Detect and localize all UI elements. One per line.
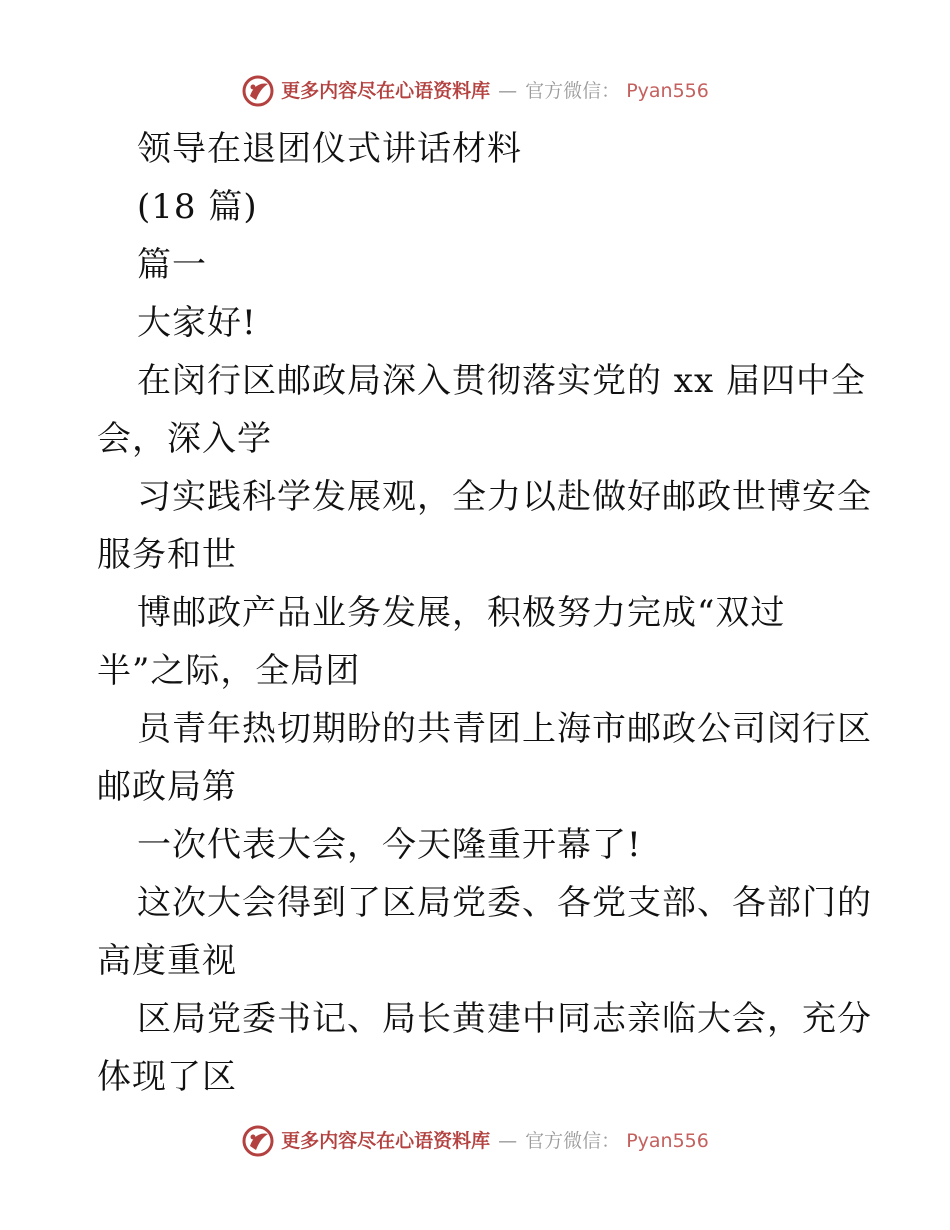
paragraph-line: 会，深入学 (97, 419, 272, 459)
paragraph-line: 大家好! (137, 303, 257, 343)
paragraph-line: 一次代表大会，今天隆重开幕了! (137, 825, 642, 865)
watermark-handle: Pyan556 (626, 1129, 709, 1152)
document-body (97, 120, 872, 1106)
header-watermark (0, 74, 950, 108)
paragraph-line: 服务和世 (97, 535, 237, 575)
paragraph-line: 员青年热切期盼的共青团上海市邮政公司闵行区 (137, 709, 872, 749)
paragraph-line: 这次大会得到了区局党委、各党支部、各部门的 (137, 883, 872, 923)
paragraph-line: 博邮政产品业务发展，积极努力完成“双过 (137, 593, 786, 633)
section-heading: 篇一 (137, 245, 207, 285)
paragraph-line: 半”之际，全局团 (97, 651, 361, 691)
watermark-label: 官方微信： (525, 79, 621, 102)
watermark-separator: — (498, 79, 518, 102)
document-title: 领导在退团仪式讲话材料 (137, 129, 522, 169)
footer-watermark (0, 1124, 950, 1158)
paragraph-line: 习实践科学发展观，全力以赴做好邮政世博安全 (137, 477, 872, 517)
document-subtitle: (18 篇) (137, 187, 258, 227)
paragraph-line: 体现了区 (97, 1057, 237, 1097)
paragraph-line: 邮政局第 (97, 767, 237, 807)
watermark-prefix: 更多内容尽在心语资料库 (281, 1129, 491, 1152)
watermark-separator: — (498, 1129, 518, 1152)
brand-logo-icon (241, 1124, 275, 1158)
paragraph-line: 区局党委书记、局长黄建中同志亲临大会，充分 (137, 999, 872, 1039)
watermark-label: 官方微信： (525, 1129, 621, 1152)
watermark-handle: Pyan556 (626, 79, 709, 102)
paragraph-line: 在闵行区邮政局深入贯彻落实党的 xx 届四中全 (137, 361, 866, 401)
paragraph-line: 高度重视 (97, 941, 237, 981)
brand-logo-icon (241, 74, 275, 108)
watermark-prefix: 更多内容尽在心语资料库 (281, 79, 491, 102)
